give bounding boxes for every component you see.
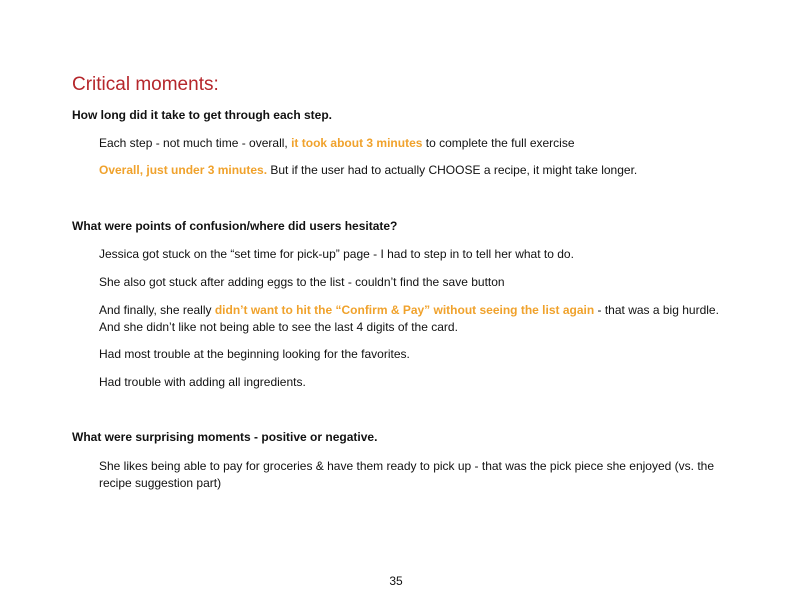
question-1: How long did it take to get through each step. — [72, 108, 333, 122]
page-number: 35 — [389, 574, 403, 588]
highlight-text: it took about 3 minutes — [291, 136, 423, 150]
question-3: What were surprising moments - positive or negative. — [72, 430, 378, 444]
question-2: What were points of confusion/where did users hesitate? — [72, 219, 398, 233]
answer-2-2: She also got stuck after adding eggs to the list - couldn’t find the save button — [99, 275, 505, 289]
page-title: Critical moments: — [72, 74, 219, 95]
answer-2-3: And finally, she really didn’t want to hit the “Confirm & Pay” without seeing the list again - that was a big hurdle. And she didn’t like not being able to see the last 4 digits of the card. — [99, 303, 719, 334]
highlight-text: didn’t want to hit the “Confirm & Pay” without seeing the list again — [214, 303, 595, 317]
answer-1-1: Each step - not much time - overall, it took about 3 minutes to complete the full exercise — [99, 136, 575, 150]
highlight-text: Overall, just under 3 minutes. — [99, 163, 268, 177]
answer-2-4: Had most trouble at the beginning looking for the favorites. — [99, 347, 410, 361]
answer-1-2: Overall, just under 3 minutes. But if the user had to actually CHOOSE a recipe, it might take longer. — [99, 163, 638, 177]
answer-2-5: Had trouble with adding all ingredients. — [99, 375, 306, 389]
answer-3-1: She likes being able to pay for groceries & have them ready to pick up - that was the pick piece she enjoyed (vs. the recipe suggestion part) — [99, 459, 715, 490]
answer-2-1: Jessica got stuck on the “set time for pick-up” page - I had to step in to tell her what to do. — [99, 247, 574, 261]
